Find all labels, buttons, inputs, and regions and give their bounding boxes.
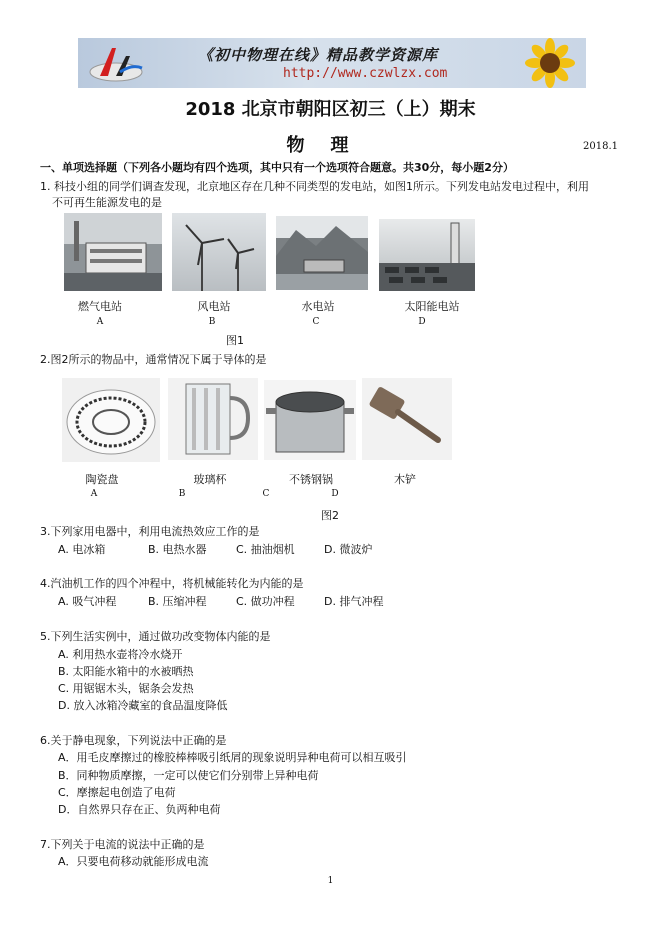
- exam-title: 2018 北京市朝阳区初三（上）期末: [185, 99, 476, 120]
- question-7: 7.下列关于电流的说法中正确的是: [40, 838, 205, 851]
- q6-option-b: B．同种物质摩擦，一定可以使它们分别带上异种电荷: [58, 769, 319, 782]
- figure-1-label: 图1: [226, 334, 244, 347]
- question-2: 2.图2所示的物品中，通常情况下属于导体的是: [40, 353, 267, 366]
- q2-caption-c: 不锈钢锅: [289, 473, 333, 486]
- q3-option-c: C. 抽油烟机: [236, 543, 295, 556]
- q4-option-a: A. 吸气冲程: [58, 595, 117, 608]
- q2-letter-b: B: [178, 489, 186, 499]
- q2-caption-a: 陶瓷盘: [85, 473, 119, 486]
- q3-option-d: D. 微波炉: [324, 543, 373, 556]
- header-banner: [78, 38, 586, 88]
- q2-letter-d: D: [331, 489, 339, 499]
- subject-title: 物理: [286, 135, 375, 156]
- q5-option-b: B. 太阳能水箱中的水被晒热: [58, 665, 194, 678]
- question-1-line-1: 1. 科技小组的同学们调查发现，北京地区存在几种不同类型的发电站，如图1所示。下列发电站发电过程中，利用: [40, 180, 589, 193]
- q6-option-a: A．用毛皮摩擦过的橡胶棒棒吸引纸屑的现象说明异种电荷可以相互吸引: [58, 751, 407, 764]
- q1-caption-c: 水电站: [301, 300, 335, 313]
- q7-option-a: A．只要电荷移动就能形成电流: [58, 855, 209, 868]
- q2-letter-c: C: [262, 489, 270, 499]
- q4-option-c: C. 做功冲程: [236, 595, 295, 608]
- q2-caption-d: 木铲: [394, 473, 416, 486]
- gas-power-station-image: [64, 213, 162, 291]
- q1-letter-b: B: [208, 317, 216, 327]
- question-5: 5.下列生活实例中，通过做功改变物体内能的是: [40, 630, 271, 643]
- logo-icon: [86, 42, 146, 86]
- question-1-line-2: 不可再生能源发电的是: [52, 196, 162, 209]
- glass-cup-image: [168, 378, 258, 460]
- q3-option-a: A. 电冰箱: [58, 543, 106, 556]
- q3-option-b: B. 电热水器: [148, 543, 207, 556]
- q5-option-a: A. 利用热水壶将冷水烧开: [58, 648, 183, 661]
- q2-caption-b: 玻璃杯: [193, 473, 227, 486]
- hydro-power-station-image: [276, 216, 368, 290]
- q4-option-d: D. 排气冲程: [324, 595, 384, 608]
- q6-option-c: C．摩擦起电创造了电荷: [58, 786, 176, 799]
- q5-option-d: D. 放入冰箱冷藏室的食品温度降低: [58, 699, 228, 712]
- q1-letter-a: A: [96, 317, 104, 327]
- solar-power-station-image: [379, 219, 475, 291]
- q1-letter-c: C: [312, 317, 320, 327]
- sunflower-icon: [520, 38, 580, 88]
- stainless-pot-image: [264, 380, 356, 460]
- banner-url[interactable]: http://www.czwlzx.com: [283, 66, 448, 81]
- q1-caption-b: 风电站: [197, 300, 231, 313]
- question-3: 3.下列家用电器中，利用电流热效应工作的是: [40, 525, 260, 538]
- q2-letter-a: A: [90, 489, 98, 499]
- q1-letter-d: D: [418, 317, 426, 327]
- q1-caption-a: 燃气电站: [78, 300, 122, 313]
- page-number: 1: [327, 876, 334, 886]
- section-heading: 一、单项选择题（下列各小题均有四个选项，其中只有一个选项符合题意。共30分，每小题2分）: [40, 161, 514, 174]
- q5-option-c: C. 用锯锯木头，锯条会发热: [58, 682, 194, 695]
- q1-caption-d: 太阳能电站: [404, 300, 460, 313]
- exam-date: 2018.1: [583, 141, 618, 152]
- q4-option-b: B. 压缩冲程: [148, 595, 207, 608]
- wind-power-station-image: [172, 213, 266, 291]
- banner-title: 《初中物理在线》精品教学资源库: [198, 46, 439, 64]
- question-4: 4.汽油机工作的四个冲程中，将机械能转化为内能的是: [40, 577, 304, 590]
- wooden-spatula-image: [362, 378, 452, 460]
- q6-option-d: D．自然界只存在正、负两种电荷: [58, 803, 221, 816]
- question-6: 6.关于静电现象，下列说法中正确的是: [40, 734, 227, 747]
- figure-2-label: 图2: [321, 509, 339, 522]
- ceramic-plate-image: [62, 378, 160, 462]
